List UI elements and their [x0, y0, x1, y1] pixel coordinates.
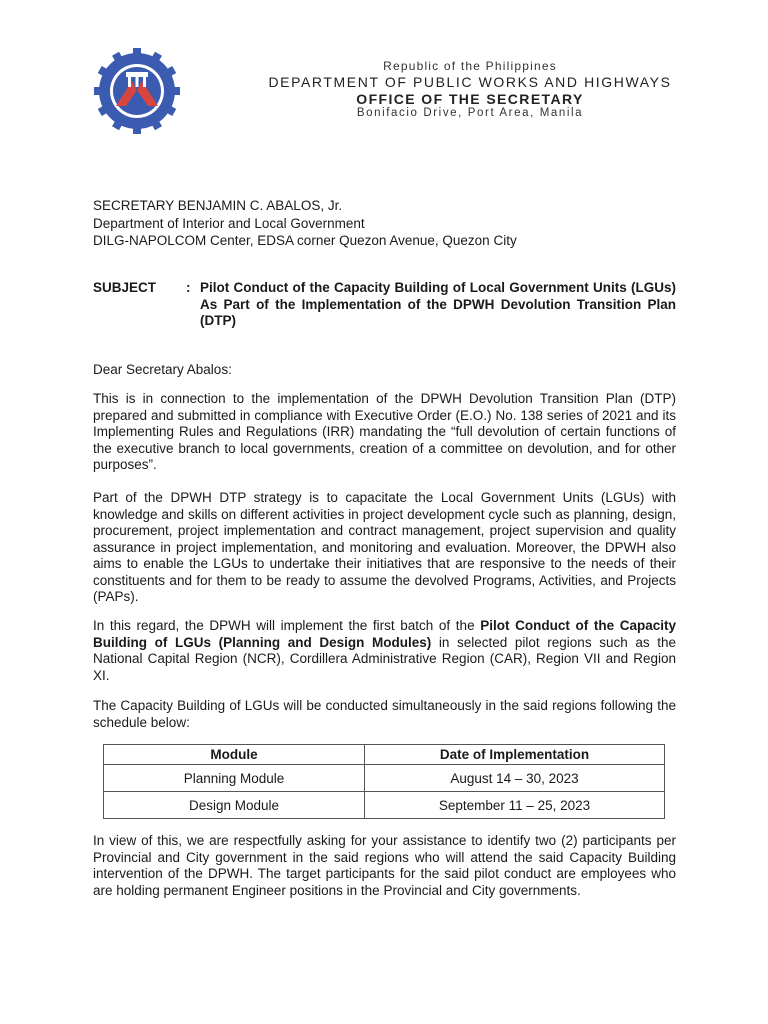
- paragraph-3-tail: in selected pilot regions such as the National Capital Region (NCR), Cordillera Administrative Region (CAR), Region VII and Region XI.: [93, 634, 676, 683]
- subject-colon: :: [186, 280, 191, 295]
- letterhead-office: OFFICE OF THE SECRETARY: [356, 91, 584, 107]
- paragraph-2: Part of the DPWH DTP strategy is to capacitate the Local Government Units (LGUs) with knowledge and skills on different activities in project development cycle such as planning, design, procurement, project implementation and contract management, project supervision and quality assurance in project implementation, and monitoring and evaluation. Moreover, the DPWH also aims to enable the LGUs to undertake their initiatives that are responsive to the needs of their constituents and for them to be ready to assume the devolved Programs, Activities, and Projects (PAPs).: [93, 490, 676, 604]
- paragraph-3-emphasis: Pilot Conduct of the Capacity Building of LGUs (Planning and Design Modules): [93, 618, 676, 650]
- cell-date: September 11 – 25, 2023: [365, 792, 665, 819]
- cell-date: August 14 – 30, 2023: [365, 765, 665, 792]
- schedule-table: [103, 744, 665, 819]
- letterhead-country: Republic of the Philippines: [383, 59, 557, 73]
- addressee-office: Department of Interior and Local Government: [93, 216, 365, 231]
- header-date: Date of Implementation: [365, 745, 665, 765]
- paragraph-4: The Capacity Building of LGUs will be conducted simultaneously in the said regions following the schedule below:: [93, 698, 676, 730]
- addressee-name: SECRETARY BENJAMIN C. ABALOS, Jr.: [93, 198, 343, 213]
- subject-label: SUBJECT: [93, 280, 157, 295]
- paragraph-5: In view of this, we are respectfully asking for your assistance to identify two (2) participants per Provincial and City government in the said regions who will attend the said Capacity Building intervention of the DPWH. The target participants for the said pilot conduct are employees who are holding permanent Engineer positions in the Provincial and City governments.: [93, 833, 676, 898]
- dpwh-seal-logo: [92, 46, 182, 136]
- table-row: [104, 792, 665, 819]
- cell-module: Design Module: [104, 792, 365, 819]
- letterhead-address: Bonifacio Drive, Port Area, Manila: [356, 107, 584, 119]
- paragraph-1: This is in connection to the implementation of the DPWH Devolution Transition Plan (DTP) prepared and submitted in compliance with Executive Order (E.O.) No. 138 series of 2021 and its Implementing Rules and Regulations (IRR) mandating the “full devolution of certain functions of the executive branch to local governments, creation of a committee on devolution, and for other purposes”.: [93, 391, 676, 472]
- paragraph-3-lead: In this regard, the DPWH will implement the first batch of the: [93, 618, 481, 633]
- cell-module: Planning Module: [104, 765, 365, 792]
- subject-text: Pilot Conduct of the Capacity Building of Local Government Units (LGUs) As Part of the Implementation of the DPWH Devolution Transition Plan (DTP): [200, 280, 676, 328]
- salutation: Dear Secretary Abalos:: [93, 362, 232, 377]
- letterhead-department: DEPARTMENT OF PUBLIC WORKS AND HIGHWAYS: [268, 74, 672, 90]
- table-row: [104, 765, 665, 792]
- addressee-address: DILG-NAPOLCOM Center, EDSA corner Quezon Avenue, Quezon City: [93, 233, 517, 248]
- table-header-row: [104, 745, 665, 765]
- header-module: Module: [104, 745, 365, 765]
- paragraph-3: [93, 618, 676, 684]
